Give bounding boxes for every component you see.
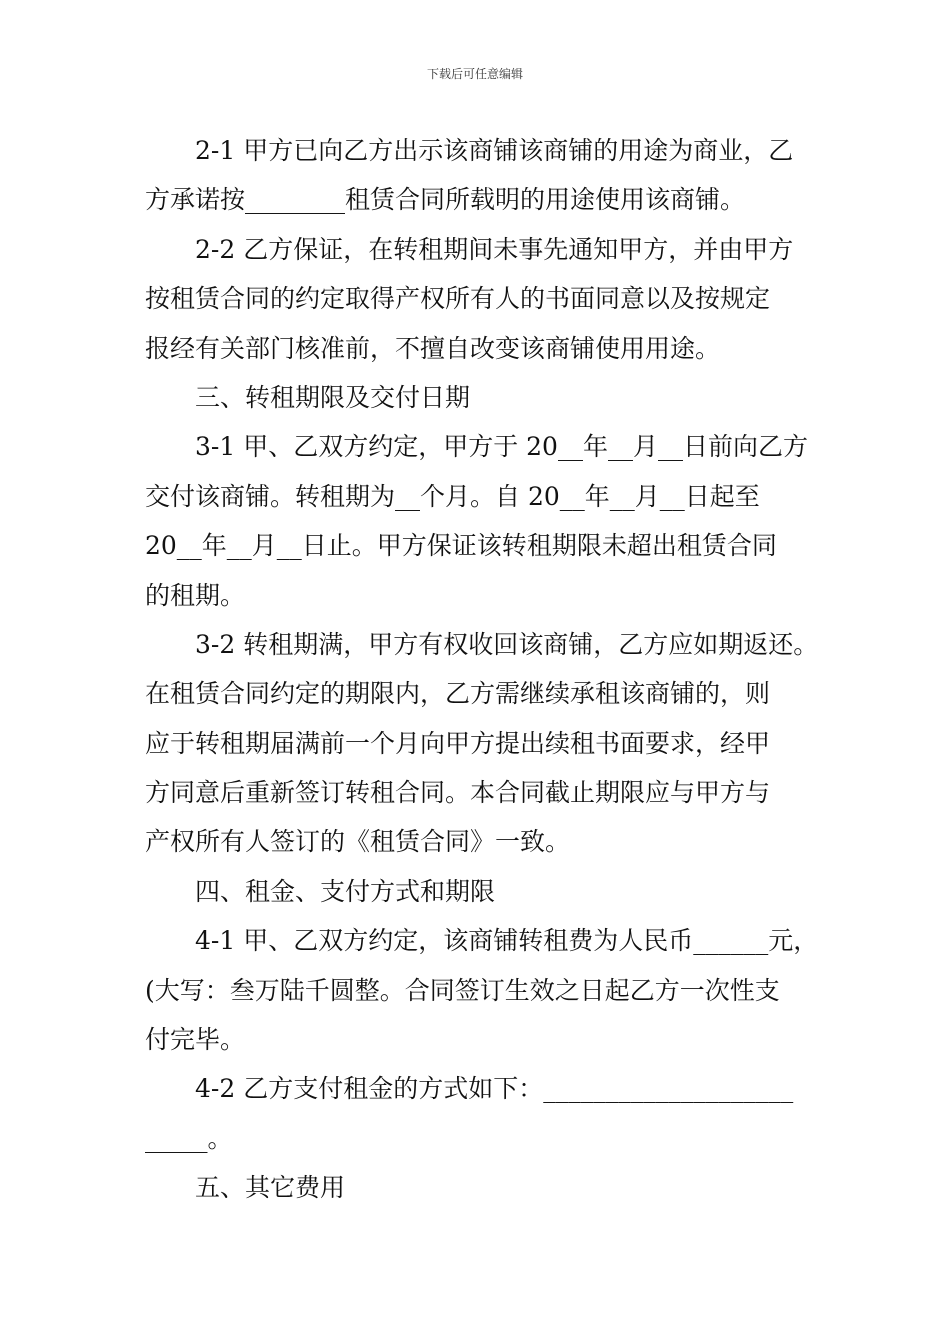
section-heading: 三、转租期限及交付日期 [195,382,471,412]
paragraph-line: 方同意后重新签订转租合同。本合同截止期限应与甲方与 [145,778,771,808]
paragraph-line: 方承诺按________租赁合同所载明的用途使用该商铺。 [145,185,746,215]
section-heading: 五、其它费用 [195,1173,346,1203]
paragraph-line: 2-1 甲方已向乙方出示该商铺该商铺的用途为商业，乙 [195,136,794,165]
paragraph-line: 20__年__月__日止。甲方保证该转租期限未超出租赁合同 [145,531,777,561]
paragraph-line: 产权所有人签订的《租赁合同》一致。 [145,827,571,857]
paragraph-line: 3-1 甲、乙双方约定，甲方于 20__年__月__日前向乙方 [195,432,808,462]
paragraph-line: 4-1 甲、乙双方约定，该商铺转租费为人民币______元， [195,926,819,956]
page-header-note: 下载后可任意编辑 [426,67,523,81]
paragraph-line: 交付该商铺。转租期为__个月。自 20__年__月__日起至 [145,481,760,511]
paragraph-line: 应于转租期届满前一个月向甲方提出续租书面要求，经甲 [145,728,771,758]
paragraph-line: _____。 [145,1123,233,1153]
paragraph-line: 3-2 转租期满，甲方有权收回该商铺，乙方应如期返还。 [195,629,819,659]
paragraph-line: 按租赁合同的约定取得产权所有人的书面同意以及按规定 [145,284,771,314]
paragraph-line: 4-2 乙方支付租金的方式如下：____________________ [195,1074,794,1104]
section-heading: 四、租金、支付方式和期限 [195,876,496,906]
paragraph-line: 的租期。 [145,580,246,610]
paragraph-line: (大写：叁万陆千圆整。合同签订生效之日起乙方一次性支 [145,975,780,1005]
document-body [145,126,819,1213]
paragraph-line: 报经有关部门核准前，不擅自改变该商铺使用用途。 [145,333,721,363]
paragraph-line: 付完毕。 [145,1025,246,1055]
paragraph-line: 在租赁合同约定的期限内，乙方需继续承租该商铺的，则 [145,679,771,709]
paragraph-line: 2-2 乙方保证，在转租期间未事先通知甲方，并由甲方 [195,234,794,264]
